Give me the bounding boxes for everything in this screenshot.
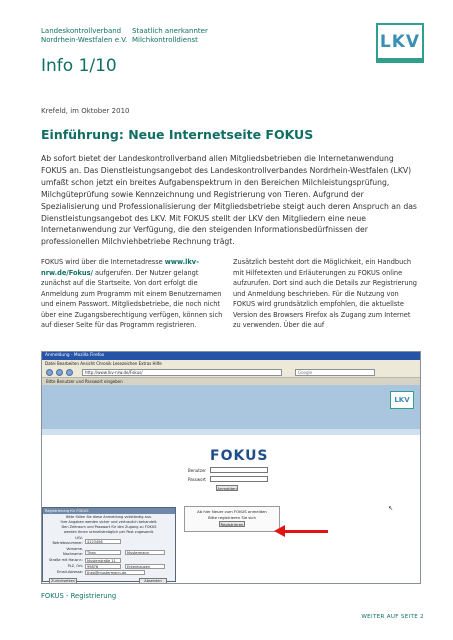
registration-dialog [42,507,176,582]
user-input [210,467,268,473]
browser-toolbar [42,367,420,378]
fokus-logo: FOKUS [210,448,269,464]
email-row: Email-Adresse: theo@mustermann.de [47,570,175,575]
street-row: Straße mit Hausnr.: Musterstraße 11 [47,558,175,563]
header-org-sub: Staatlich anerkannter Milchkontrolldienst [132,27,208,44]
section-heading: Einführung: Neue Internetseite FOKUS [41,127,314,142]
browser-titlebar: Anmeldung - Mozilla Firefox [42,352,420,360]
member-number-row: LKV-Betriebsnummer: 4123456 [47,536,175,546]
left-column-text: FOKUS wird über die Internetadresse www.lkv-nrw.de/Fokus/ aufgerufen. Der Nutzer gelangt zunächst auf die Startseite. Von dort erfolgt die Anmeldung zum Programm mit einem Benutzernamen und einem Passwort. Mitgliedsbetriebe, die noch nicht über eine Zugangsberechtigung verfügen, können sich auf dieser Seite für das Programm registrieren. [41,258,223,329]
user-label: Benutzer [188,467,207,473]
register-button: Registrieren [220,522,244,527]
next-page-link[interactable]: WEITER AUF SEITE 2 [361,614,424,620]
fokus-screenshot [41,351,421,584]
register-notice [184,506,280,532]
reset-button: Zurücksetzen [49,578,77,584]
dialog-title: Registrierung für FOKUS [43,508,175,514]
password-label: Passwort [188,476,206,482]
page-lkv-logo: LKV [390,391,414,409]
forward-icon [56,369,63,376]
web-page [42,385,420,583]
password-input [210,476,268,482]
send-button: Absenden [139,578,167,584]
browser-tab: Bitte Benutzer und Passwort eingeben [42,378,420,385]
user-row [188,467,272,473]
right-column-text: Zusätzlich besteht dort die Möglichkeit, ein Handbuch mit Hilfetexten und Erläuterungen zu FOKUS online aufzurufen. Dort sind auch die Details zur Registrierung und Anmeldung beschrieben. Für die Nutzung von FOKUS wird grundsätzlich empfohlen, die aktuellste Version des Browsers Firefox als Zugang zum Internet zu verwenden. Über die auf [233,258,417,329]
lkv-logo-text: LKV [379,31,421,52]
red-arrow-line [284,530,328,533]
search-bar: Google [295,369,375,376]
fokus-url-link[interactable]: www.lkv-nrw.de/Fokus/ [41,258,199,277]
document-title: Info 1/10 [41,56,117,76]
document-date: Krefeld, im Oktober 2010 [41,107,130,115]
notice-line2: Bitte registrieren Sie sich [208,515,256,520]
dialog-buttons [49,578,167,584]
back-icon [46,369,53,376]
name-row: Vorname, Nachname: Theo Mustermann [47,547,175,557]
lkv-logo [376,23,424,60]
header-org-name-line1: Landeskontrollverband Nordrhein-Westfalen e.V. [41,27,128,44]
dialog-text: Bitte füllen Sie diese Anmeldung vollständig aus. Ihre Angaben werden sicher und vertraulich behandelt. Den Zeitraum und Passwort für den Zugang zu FOKUS werden Ihnen schnellstmöglich per Post zugesandt. [60,515,158,534]
city-row: PLZ, Ort: 99876 Entenhausen [47,564,175,569]
login-box [188,448,272,502]
cursor-icon: ↖ [388,505,394,512]
figure-caption: FOKUS - Registrierung [41,592,117,600]
page-header-band [42,385,420,429]
notice-line1: Ab hier Neuer zum FOKUS anmelden [197,509,267,514]
password-row [188,476,272,482]
lkv-logo-underline [376,60,424,63]
page-header-band-light [42,429,420,435]
red-arrow-head [274,525,285,537]
browser-menubar: Datei Bearbeiten Ansicht Chronik Lesezeichen Extras Hilfe [42,360,420,367]
url-bar: http://www.lkv-nrw.de/Fokus/ [82,369,282,376]
login-button: Anmelden [217,486,237,491]
reload-icon [66,369,73,376]
lead-paragraph: Ab sofort bietet der Landeskontrollverband allen Mitgliedsbetrieben die Internetanwendung FOKUS an. Das Dienstleistungsangebot des Landeskontrollverbandes Nordrhein-Westfalen (LKV) umfaßt schon jetzt ein breites Aufgabenspektrum in den Bereichen Milchleistungsprüfung, Milchgüteprüfung sowie Kennzeichnung und Registrierung von Tieren. Aufgrund der Spezialisierung und Professionalisierung der Mitgliedsbetriebe steigt auch deren Anspruch an das Dienstleistungsangebot des LKV. Mit FOKUS stellt der LKV den Mitgliedern eine neue Internetanwendung zur Verfügung, die den steigenden Informationsbedürfnissen der professionellen Milchviehbetriebe Rechnung trägt. [41,154,417,247]
